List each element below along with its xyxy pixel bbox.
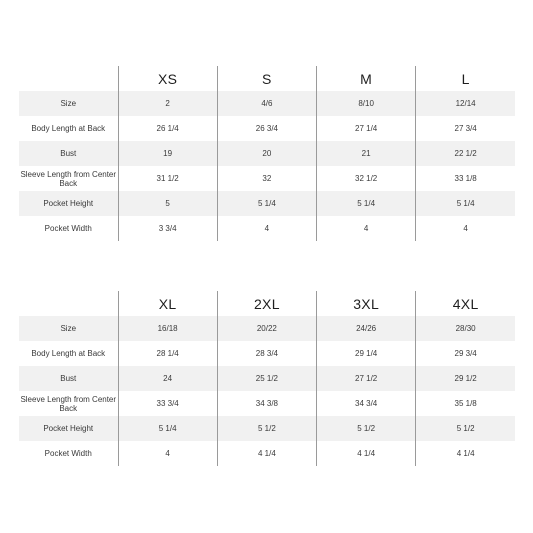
row-label-size: Size (19, 91, 118, 116)
table-cell: 5 (118, 191, 217, 216)
table-cell: 4 (416, 216, 515, 241)
table-cell: 3 3/4 (118, 216, 217, 241)
table-cell: 26 1/4 (118, 116, 217, 141)
row-label-body-length: Body Length at Back (31, 124, 106, 133)
table-cell: 4 1/4 (217, 441, 316, 466)
table-cell: 32 1/2 (317, 166, 416, 191)
table-cell: 28 1/4 (118, 341, 217, 366)
row-label-bust: Bust (19, 141, 118, 166)
header-corner (19, 291, 118, 316)
table-cell: 33 1/8 (416, 166, 515, 191)
table-row (19, 441, 515, 466)
row-label-pocket-height: Pocket Height (19, 416, 118, 441)
table-cell: 4/6 (217, 91, 316, 116)
table-cell: 12/14 (416, 91, 515, 116)
table-cell: 29 3/4 (416, 341, 515, 366)
table-cell: 20/22 (217, 316, 316, 341)
table-row (19, 391, 515, 416)
table-cell: 2 (118, 91, 217, 116)
table-cell: 22 1/2 (416, 141, 515, 166)
table-row (19, 141, 515, 166)
table-cell: 20 (217, 141, 316, 166)
table-cell: 4 (217, 216, 316, 241)
row-label-bust: Bust (19, 366, 118, 391)
table-cell: 27 1/4 (317, 116, 416, 141)
table-cell: 5 1/4 (416, 191, 515, 216)
table-cell: 16/18 (118, 316, 217, 341)
table-row (19, 366, 515, 391)
size-chart-table-2 (19, 291, 515, 466)
size-header-3xl: 3XL (317, 291, 416, 316)
size-header-s: S (217, 66, 316, 91)
table-row (19, 91, 515, 116)
table-row (19, 341, 515, 366)
size-header-row (19, 291, 515, 316)
size-header-xl: XL (118, 291, 217, 316)
table-cell: 8/10 (317, 91, 416, 116)
table-row (19, 191, 515, 216)
row-label-pocket-height: Pocket Height (19, 191, 118, 216)
table-row (19, 316, 515, 341)
header-corner (19, 66, 118, 91)
table-cell: 5 1/2 (416, 416, 515, 441)
table-cell: 24 (118, 366, 217, 391)
table-cell: 32 (217, 166, 316, 191)
table-cell: 34 3/4 (317, 391, 416, 416)
table-cell: 19 (118, 141, 217, 166)
table-cell: 35 1/8 (416, 391, 515, 416)
row-label-pocket-width: Pocket Width (44, 224, 92, 233)
table-cell: 5 1/4 (317, 191, 416, 216)
table-cell: 5 1/2 (317, 416, 416, 441)
row-label-sleeve-length: Sleeve Length from Center Back (20, 394, 117, 413)
table-row (19, 416, 515, 441)
table-cell: 4 1/4 (416, 441, 515, 466)
table-cell: 4 (118, 441, 217, 466)
table-cell: 24/26 (317, 316, 416, 341)
table-cell: 25 1/2 (217, 366, 316, 391)
table-cell: 5 1/2 (217, 416, 316, 441)
table-cell: 4 1/4 (317, 441, 416, 466)
table-cell: 28/30 (416, 316, 515, 341)
table-cell: 31 1/2 (118, 166, 217, 191)
table-cell: 5 1/4 (118, 416, 217, 441)
size-header-2xl: 2XL (217, 291, 316, 316)
size-header-l: L (416, 66, 515, 91)
row-label-sleeve-length: Sleeve Length from Center Back (20, 169, 117, 188)
table-row (19, 166, 515, 191)
table-cell: 29 1/2 (416, 366, 515, 391)
table-cell: 28 3/4 (217, 341, 316, 366)
row-label-pocket-width: Pocket Width (44, 449, 92, 458)
row-label-body-length: Body Length at Back (31, 349, 106, 358)
size-header-4xl: 4XL (416, 291, 515, 316)
table-cell: 33 3/4 (118, 391, 217, 416)
size-header-xs: XS (118, 66, 217, 91)
size-header-m: M (317, 66, 416, 91)
table-cell: 27 3/4 (416, 116, 515, 141)
table-cell: 21 (317, 141, 416, 166)
table-cell: 34 3/8 (217, 391, 316, 416)
table-cell: 27 1/2 (317, 366, 416, 391)
size-chart-table-1 (19, 66, 515, 241)
table-cell: 29 1/4 (317, 341, 416, 366)
table-cell: 26 3/4 (217, 116, 316, 141)
table-row (19, 216, 515, 241)
size-header-row (19, 66, 515, 91)
table-row (19, 116, 515, 141)
table-cell: 4 (317, 216, 416, 241)
table-cell: 5 1/4 (217, 191, 316, 216)
row-label-size: Size (19, 316, 118, 341)
